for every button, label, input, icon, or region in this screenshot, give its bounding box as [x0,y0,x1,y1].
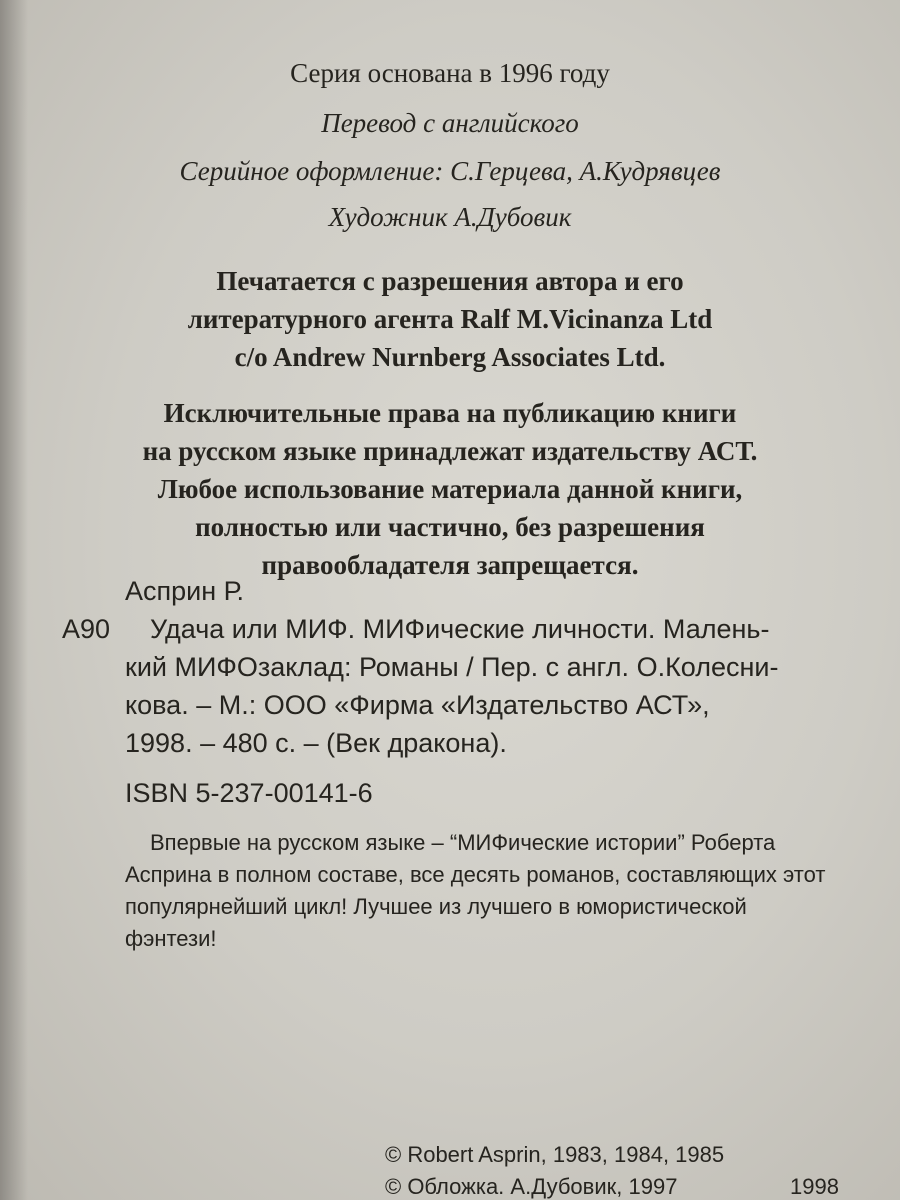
rights-line: правообладателя запрещается. [261,550,639,580]
permission-line: Печатается с разрешения автора и его [216,266,684,296]
copyright-line: © Robert Asprin, 1983, 1984, 1985 [385,1142,725,1167]
rights-line: Любое использование материала данной книги, [157,474,743,504]
permission-line: литературного агента Ralf M.Vicinanza Ltd [187,304,713,334]
rights-line: на русском языке принадлежат издательству АСТ. [142,436,758,466]
annotation-line: фэнтези! [125,926,217,951]
author-heading: Асприн Р. [125,576,245,606]
annotation-line: Впервые на русском языке – “МИФические истории” Роберта [150,830,776,855]
rights-line: полностью или частично, без разрешения [195,512,705,542]
copyright-line: © Обложка. А.Дубовик, 1997 [385,1174,678,1199]
bibliographic-line: кий МИФОзаклад: Романы / Пер. с англ. О.Колесни- [125,652,779,682]
series-line: Серия основана в 1996 году [290,58,610,88]
translation-line: Перевод с английского [321,108,579,138]
bibliographic-line: Удача или МИФ. МИФические личности. Малень- [150,614,770,644]
annotation-line: Асприна в полном составе, все десять романов, составляющих этот [125,862,826,887]
annotation-line: популярнейший цикл! Лучшее из лучшего в юмористической [125,894,747,919]
rights-line: Исключительные права на публикацию книги [163,398,737,428]
artist-line: Художник А.Дубовик [328,202,572,232]
permission-line: c/o Andrew Nurnberg Associates Ltd. [234,342,666,372]
copyright-year-tail: 1998 [790,1174,839,1199]
design-credits-line: Серийное оформление: С.Герцева, А.Кудрявцев [179,156,721,186]
classification-code: А90 [62,614,111,644]
isbn: ISBN 5-237-00141-6 [125,778,373,808]
bibliographic-line: 1998. – 480 с. – (Век дракона). [125,728,507,758]
bibliographic-line: кова. – М.: ООО «Фирма «Издательство АСТ», [125,690,710,720]
